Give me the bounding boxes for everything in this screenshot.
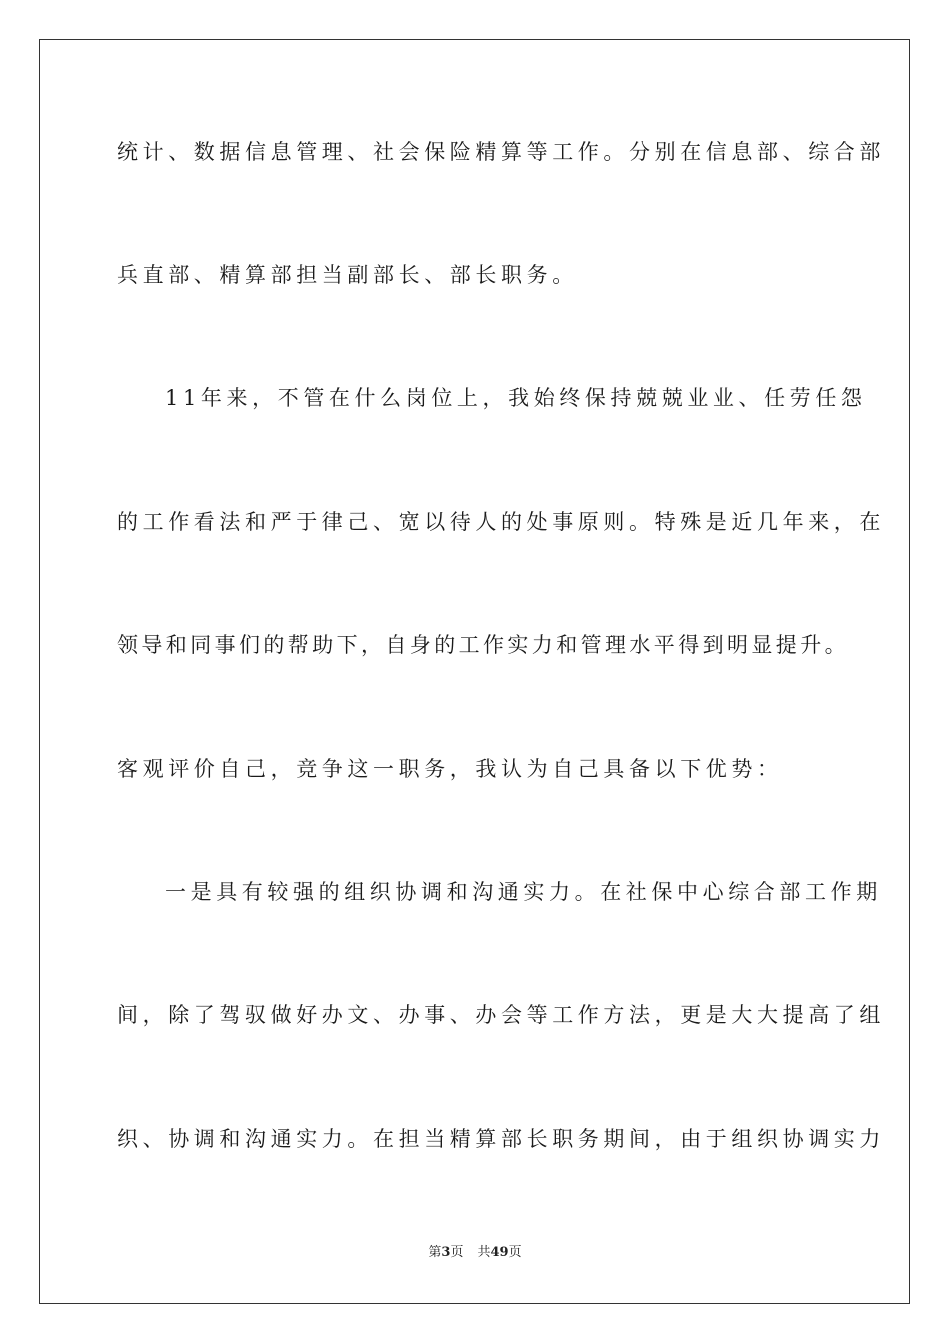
- text-line-5: 领导和同事们的帮助下，自身的工作实力和管理水平得到明显提升。: [117, 633, 849, 657]
- page-suffix: 页: [450, 1245, 464, 1260]
- text-line-6: 客观评价自己，竞争这一职务，我认为自己具备以下优势：: [117, 757, 783, 781]
- total-prefix: 共: [477, 1245, 491, 1260]
- paragraph-start-line-3: 11年来，不管在什么岗位上，我始终保持兢兢业业、任劳任怨: [165, 386, 867, 410]
- text-line-1: 统计、数据信息管理、社会保险精算等工作。分别在信息部、综合部: [117, 140, 885, 164]
- page-border: [39, 39, 910, 1304]
- total-suffix: 页: [508, 1245, 522, 1260]
- total-pages: 49: [490, 1245, 509, 1260]
- page-footer: [0, 1244, 950, 1262]
- text-line-8: 间，除了驾驭做好办文、办事、办会等工作方法，更是大大提高了组: [117, 1003, 885, 1027]
- page-number: 3: [441, 1245, 451, 1260]
- page-prefix: 第: [428, 1245, 442, 1260]
- text-line-2: 兵直部、精算部担当副部长、部长职务。: [117, 263, 578, 287]
- text-line-9: 织、协调和沟通实力。在担当精算部长职务期间，由于组织协调实力: [117, 1127, 885, 1151]
- paragraph-start-line-7: 一是具有较强的组织协调和沟通实力。在社保中心综合部工作期: [165, 880, 882, 904]
- text-line-4: 的工作看法和严于律己、宽以待人的处事原则。特殊是近几年来，在: [117, 510, 885, 534]
